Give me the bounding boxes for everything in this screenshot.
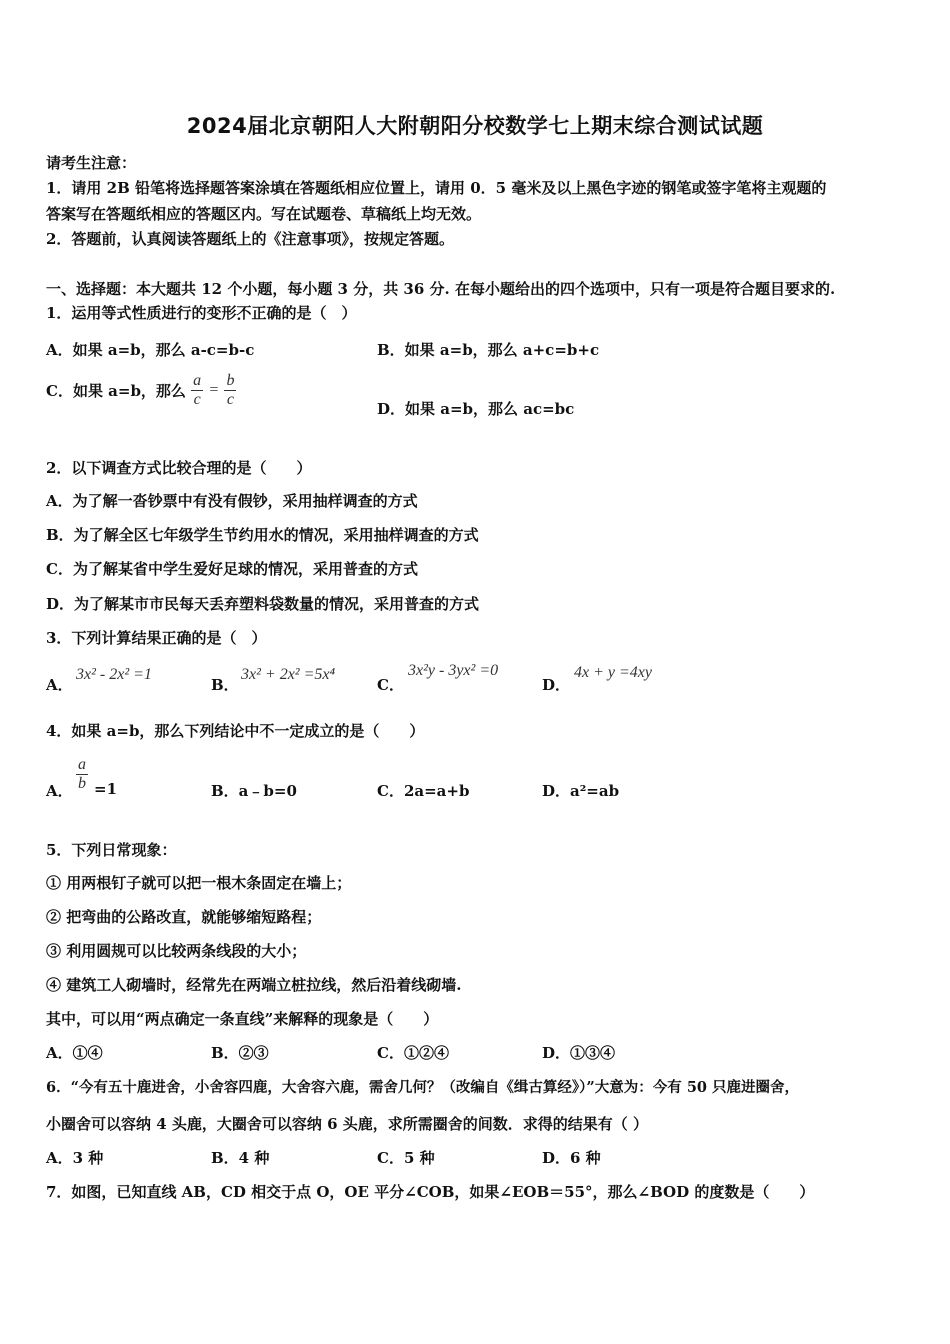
page-title: 2024届北京朝阳人大附朝阳分校数学七上期末综合测试试题 bbox=[186, 114, 764, 138]
question-3-option-c-expr: 3x²y - 3yx² =0 bbox=[408, 662, 499, 679]
question-1-equals: = bbox=[208, 381, 220, 399]
notice-heading: 请考生注意： bbox=[46, 154, 137, 172]
question-6-option-c: C．5 种 bbox=[377, 1149, 435, 1167]
question-4-option-a-tail: =1 bbox=[94, 780, 118, 798]
question-3-option-d-label: D． bbox=[542, 676, 571, 694]
question-4-fraction-num: a bbox=[78, 756, 86, 773]
question-1-stem-a: 1．运用等式性质进行的变形 bbox=[46, 304, 237, 322]
question-1-option-c bbox=[46, 372, 236, 409]
question-1-fraction-right bbox=[224, 372, 236, 409]
question-4-option-c: C．2a=a+b bbox=[377, 782, 470, 800]
question-3-option-d-expr: 4x + y =4xy bbox=[574, 664, 652, 681]
question-1-fraction-right-den: c bbox=[226, 391, 234, 408]
question-6-option-b: B．4 种 bbox=[211, 1149, 270, 1167]
question-4-fraction bbox=[76, 756, 88, 793]
question-5-item-1: ① 用两根钉子就可以把一根木条固定在墙上； bbox=[46, 874, 352, 892]
question-4-option-a-label: A． bbox=[46, 782, 73, 800]
question-3-option-b-expr: 3x² + 2x² =5x⁴ bbox=[241, 666, 336, 683]
question-5-option-a: A．①④ bbox=[46, 1044, 103, 1062]
question-2-option-c: C．为了解某省中学生爱好足球的情况，采用普查的方式 bbox=[46, 560, 418, 578]
question-3-option-a-expr: 3x² - 2x² =1 bbox=[76, 666, 152, 683]
question-1-fraction-left bbox=[191, 372, 203, 409]
question-4-option-a-fraction bbox=[76, 756, 88, 793]
question-3-stem: 3．下列计算结果正确的是（ ） bbox=[46, 629, 267, 647]
question-6-option-a: A．3 种 bbox=[46, 1149, 104, 1167]
question-1-option-c-prefix: C．如果 a=b，那么 bbox=[46, 382, 186, 400]
question-2-option-d: D．为了解某市市民每天丢弃塑料袋数量的情况，采用普查的方式 bbox=[46, 595, 480, 613]
question-6-option-d: D．6 种 bbox=[542, 1149, 601, 1167]
question-5-option-b: B．②③ bbox=[211, 1044, 269, 1062]
question-2-stem: 2．以下调查方式比较合理的是（ ） bbox=[46, 459, 312, 477]
question-3-option-b-label: B． bbox=[211, 676, 239, 694]
question-7-stem: 7．如图，已知直线 AB，CD 相交于点 O，OE 平分∠COB，如果∠EOB＝55°，那么∠BOD 的度数是（ ） bbox=[46, 1183, 815, 1201]
section-heading: 一、选择题：本大题共 12 个小题，每小题 3 分，共 36 分. 在每小题给出的四个选项中，只有一项是符合题目要求的. bbox=[46, 280, 836, 298]
question-5-item-3: ③ 利用圆规可以比较两条线段的大小； bbox=[46, 942, 307, 960]
question-4-stem: 4．如果 a=b，那么下列结论中不一定成立的是（ ） bbox=[46, 722, 425, 740]
question-2-option-a: A．为了解一沓钞票中有没有假钞，采用抽样调查的方式 bbox=[46, 492, 418, 510]
question-6-line-1: 6．“今有五十鹿进舍，小舍容四鹿，大舍容六鹿，需舍几何？（改编自《缉古算经》）”大意为：今有 50 只鹿进圈舍， bbox=[46, 1079, 800, 1096]
question-5-option-d: D．①③④ bbox=[542, 1044, 616, 1062]
question-4-option-b: B．a﹣b=0 bbox=[211, 782, 297, 800]
question-3-option-a-label: A． bbox=[46, 676, 73, 694]
question-1-fraction-left-den: c bbox=[193, 391, 201, 408]
question-1-fraction-right-num: b bbox=[226, 372, 235, 389]
question-4-option-d: D．a²=ab bbox=[542, 782, 620, 800]
question-5-stem: 5．下列日常现象： bbox=[46, 841, 177, 859]
question-1-stem bbox=[46, 302, 356, 323]
question-6-line-2: 小圈舍可以容纳 4 头鹿，大圈舍可以容纳 6 头鹿，求所需圈舍的间数．求得的结果有（ ） bbox=[46, 1115, 648, 1133]
question-1-option-b: B．如果 a=b，那么 a+c=b+c bbox=[377, 341, 600, 359]
notice-line-1a: 1．请用 2B 铅笔将选择题答案涂填在答题纸相应位置上，请用 0．5 毫米及以上黑色字迹的钢笔或签字笔将主观题的 bbox=[46, 179, 827, 197]
question-2-option-b: B．为了解全区七年级学生节约用水的情况，采用抽样调查的方式 bbox=[46, 526, 479, 544]
question-1-option-d: D．如果 a=b，那么 ac=bc bbox=[377, 400, 575, 418]
question-5-item-4: ④ 建筑工人砌墙时，经常先在两端立桩拉线，然后沿着线砌墙. bbox=[46, 976, 462, 994]
question-3-option-c-label: C． bbox=[377, 676, 404, 694]
question-1-option-a: A．如果 a=b，那么 a-c=b-c bbox=[46, 341, 255, 359]
question-5-option-c: C．①②④ bbox=[377, 1044, 449, 1062]
notice-line-2: 2．答题前，认真阅读答题纸上的《注意事项》，按规定答题。 bbox=[46, 230, 454, 248]
notice-line-1b: 答案写在答题纸相应的答题区内。写在试题卷、草稿纸上均无效。 bbox=[46, 205, 482, 223]
question-4-fraction-den: b bbox=[78, 775, 86, 792]
question-1-fraction-left-num: a bbox=[193, 372, 202, 389]
question-5-ask: 其中，可以用“两点确定一条直线”来解释的现象是（ ） bbox=[46, 1010, 439, 1028]
question-1-stem-b: 不正确的是（ ） . bbox=[236, 304, 356, 322]
question-5-item-2: ② 把弯曲的公路改直，就能够缩短路程； bbox=[46, 908, 322, 926]
